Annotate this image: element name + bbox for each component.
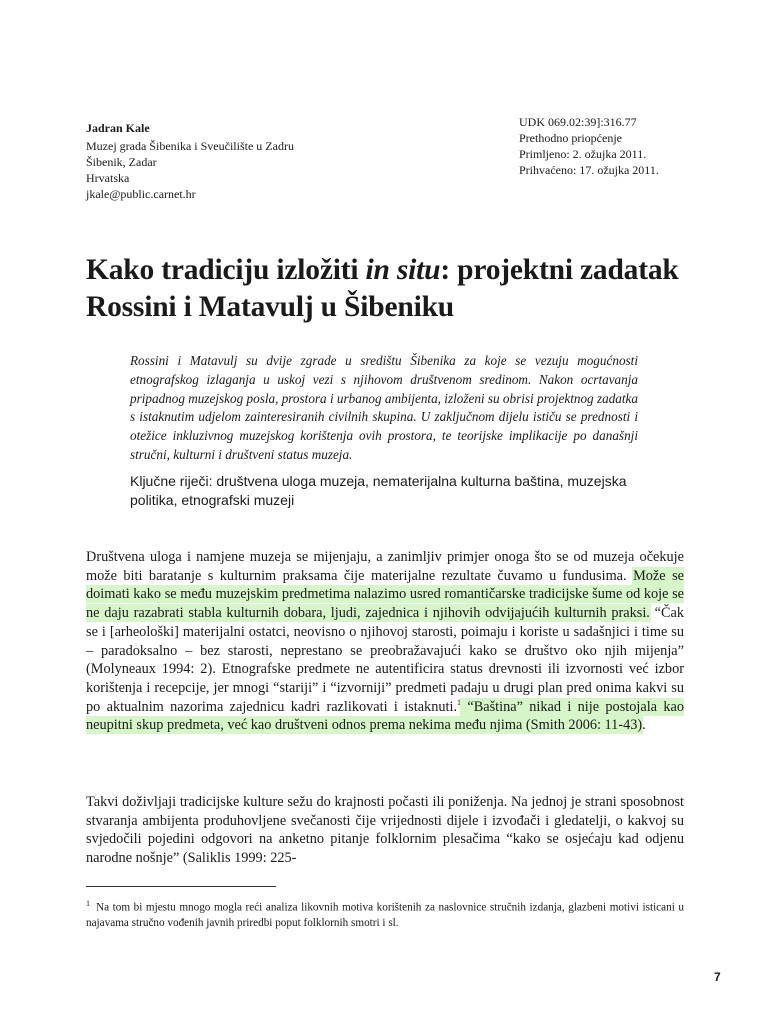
p1-text-end: . bbox=[642, 717, 646, 734]
title-part-2: : projektni zadatak Rossini i Matavulj u Šibeniku bbox=[86, 254, 679, 323]
highlight-2[interactable]: “Baština” nikad i nije postojala kao neupitni skup predmeta, već kao društveni odnos prema nekima među njima (Smith 2006: 11-43) bbox=[86, 698, 684, 734]
highlight-1[interactable]: Može se doimati kako se među muzejskim predmetima nalazimo usred romantičarske tradicijske šume od koje se ne daju razabrati stabla kulturnih dobara, ljudi, zajednica i njihovih odvijajućih kulturnih praksi. bbox=[86, 567, 684, 622]
footnote-text: Na tom bi mjestu mnogo mogla reći analiza likovnih motiva korištenih za naslovnice stručnih izdanja, glazbeni motivi isticani u najavama stručno vođenih javnih priredbi poput folklornih smotri i sl. bbox=[86, 901, 684, 930]
accepted-date: Prihvaćeno: 17. ožujka 2011. bbox=[519, 163, 659, 177]
article-title bbox=[86, 252, 706, 326]
udk-code: UDK 069.02:39]:316.77 bbox=[519, 115, 637, 129]
abstract: Rossini i Matavulj su dvije zgrade u središtu Šibenika za koje se vezuju mogućnosti etnografskog izlaganja u uskoj vezi s njihovom društvenom sredinom. Nakon ocrtavanja pripadnog muzejskog posla, prostora i urbanog ambijenta, izloženi su obrisi projektnog zadatka s istaknutim udjelom zainteresiranih civilnih skupina. U zaključnom dijelu ističu se prednosti i otežice inkluzivnog muzejskog korištenja ovih prostora, te teorijske implikacije po današnji stručni, kulturni i društveni status muzeja. bbox=[130, 353, 638, 462]
author-affiliation: Muzej grada Šibenika i Sveučilište u Zadru bbox=[86, 139, 294, 153]
footnote-number: 1 bbox=[86, 899, 90, 908]
author-city: Šibenik, Zadar bbox=[86, 155, 157, 169]
title-italic: in situ bbox=[365, 254, 441, 286]
author-country: Hrvatska bbox=[86, 171, 130, 185]
article-type: Prethodno priopćenje bbox=[519, 131, 622, 145]
p1-text-1: Društvena uloga i namjene muzeja se mijenjaju, a zanimljiv primjer onoga što se od muzeja očekuje može biti baratanje s kulturnim praksama čije materijalne rezultate čuvamo u fundusima. bbox=[86, 549, 684, 584]
author-name: Jadran Kale bbox=[86, 121, 150, 135]
p1-text-2: “Čak se i [arheološki] materijalni ostatci, neovisno o njihovoj starosti, poimaju i koriste u sadašnjici i time su – paradoksalno – bez starosti, neprestano se preobražavajući kako se društvo oko njih mijenja” (Molyneaux 1994: 2). Etnografske predmete ne autentificira status drevnosti ili izvornosti već izbor korištenja i recepcije, jer mnogi “stariji” i “izvorniji” predmeti padaju u drugi plan pred onima kakvi su po aktualnim nazorima zajednicu kadri razlikovati i istaknuti. bbox=[86, 605, 684, 715]
body-paragraph-2: Takvi doživljaji tradicijske kulture sežu do krajnosti počasti ili poniženja. Na jednoj je strani sposobnost stvaranja ambijenta produhovljene svečanosti čije vrijednosti dijele i izvođači i gledatelji, o kakvoj su svjedočili pojedini odgovori na anketno pitanje folklornim plesačima “kako se osjećaju kad odjenu narodne nošnje” (Saliklis 1999: 225- bbox=[86, 794, 684, 867]
body-paragraph-1 bbox=[86, 548, 684, 735]
title-part-1: Kako tradiciju izložiti bbox=[86, 254, 366, 286]
received-date: Primljeno: 2. ožujka 2011. bbox=[519, 147, 647, 161]
page-number: 7 bbox=[714, 970, 721, 984]
footnote-1 bbox=[86, 896, 684, 932]
keywords: Ključne riječi: društvena uloga muzeja, nematerijalna kulturna baština, muzejska politika, etnografski muzeji bbox=[130, 473, 627, 508]
footnote-divider bbox=[86, 886, 276, 887]
article-metadata bbox=[519, 114, 659, 178]
author-email[interactable]: jkale@public.carnet.hr bbox=[86, 187, 196, 201]
footnote-ref-1[interactable]: 1 bbox=[457, 697, 462, 707]
author-block bbox=[86, 120, 294, 202]
